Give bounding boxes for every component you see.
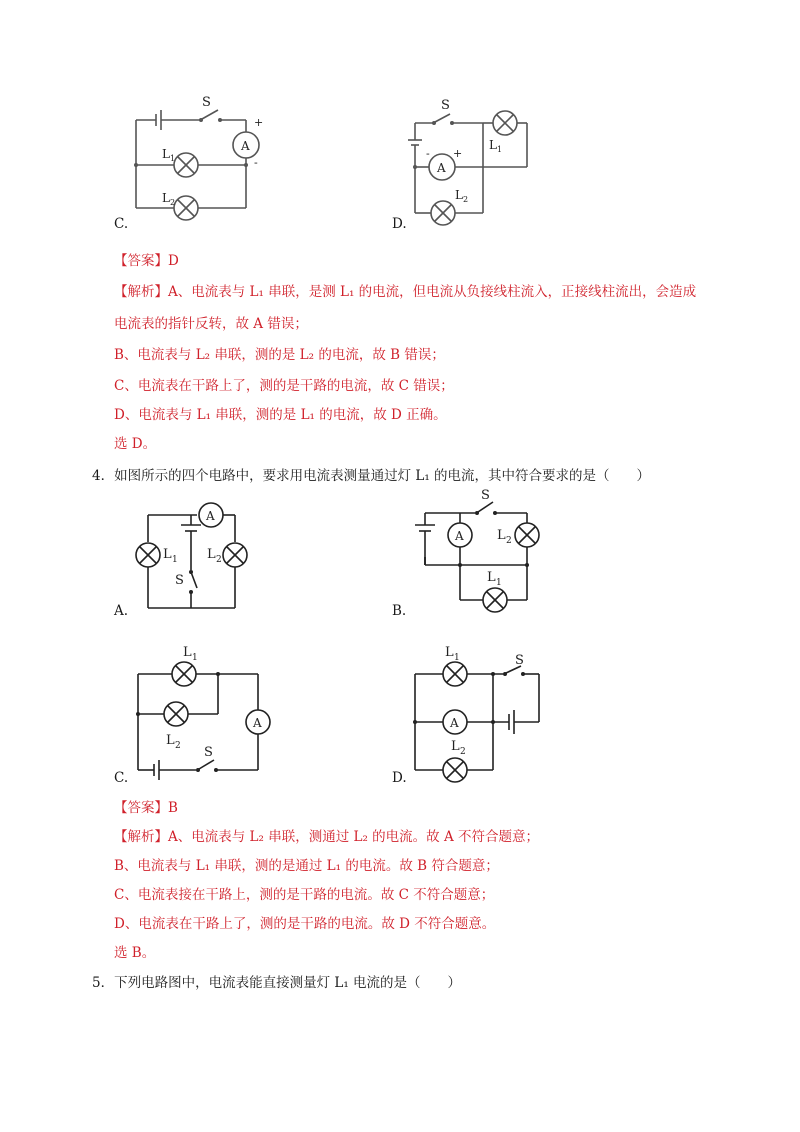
svg-text:2: 2 (175, 741, 181, 751)
circuit-diagram-q3-d (405, 95, 545, 230)
svg-text:1: 1 (497, 145, 503, 154)
circuit-diagram-q4-d (405, 640, 550, 780)
q4-analysis-line-5: 选 B。 (114, 945, 156, 961)
q3-analysis-line-6: 选 D。 (114, 436, 157, 452)
circuit-diagram-q4-b (405, 485, 550, 615)
ammeter-label: A (241, 139, 250, 153)
svg-text:1: 1 (496, 578, 502, 588)
q3-analysis-line-2: 电流表的指针反转，故 A 错误； (114, 316, 308, 332)
q4-analysis-line-2: B、电流表与 L₁ 串联，测的是通过 L₁ 的电流。故 B 符合题意； (114, 858, 499, 874)
circuit-diagram-q4-c (128, 640, 273, 780)
svg-text:2: 2 (216, 555, 222, 565)
svg-text:1: 1 (172, 555, 178, 565)
q4-option-letter-b: B. (392, 603, 407, 619)
svg-text:A: A (437, 161, 446, 175)
svg-text:1: 1 (192, 653, 198, 663)
q4-option-letter-c: C. (114, 770, 129, 786)
svg-text:S: S (204, 745, 213, 760)
svg-text:S: S (481, 488, 490, 503)
svg-text:L: L (166, 733, 175, 748)
svg-text:-: - (254, 156, 258, 169)
q4-analysis-line-4: D、电流表在干路上了，测的是干路的电流。故 D 不符合题意。 (114, 916, 496, 932)
svg-text:A: A (253, 716, 262, 730)
q3-analysis-line-3: B、电流表与 L₂ 串联，测的是 L₂ 的电流，故 B 错误； (114, 347, 445, 363)
svg-text:-: - (426, 147, 430, 160)
circuit-diagram-q3-c (128, 90, 278, 220)
q3-analysis-line-5: D、电流表与 L₁ 串联，测的是 L₁ 的电流，故 D 正确。 (114, 407, 447, 423)
q3-analysis-line-4: C、电流表在干路上了，测的是干路的电流，故 C 错误； (114, 378, 454, 394)
q3-answer: 【答案】D (114, 253, 179, 269)
svg-text:L: L (162, 147, 170, 161)
option-letter-d: D. (392, 216, 407, 232)
q4-analysis-line-1: 【解析】A、电流表与 L₂ 串联，测通过 L₂ 的电流。故 A 不符合题意； (114, 829, 539, 845)
svg-text:L: L (183, 645, 192, 660)
svg-text:S: S (441, 98, 450, 113)
svg-text:L: L (489, 138, 497, 152)
q5-question: 5．下列电路图中，电流表能直接测量灯 L₁ 电流的是（ ） (92, 975, 462, 991)
svg-text:L: L (163, 547, 172, 562)
svg-text:L: L (487, 570, 496, 585)
svg-text:A: A (455, 529, 464, 543)
q3-analysis-line-1: 【解析】A、电流表与 L₁ 串联，是测 L₁ 的电流，但电流从负接线柱流入，正接线柱流出，会造成 (114, 284, 697, 300)
switch-label: S (202, 95, 211, 110)
svg-text:1: 1 (454, 653, 460, 663)
q4-option-letter-a: A. (114, 603, 129, 619)
q4-option-letter-d: D. (392, 770, 407, 786)
svg-text:2: 2 (170, 198, 176, 207)
svg-text:S: S (175, 573, 184, 588)
svg-text:+: + (254, 116, 264, 129)
svg-text:A: A (206, 509, 215, 523)
q4-analysis-line-3: C、电流表接在干路上，测的是干路的电流。故 C 不符合题意； (114, 887, 495, 903)
q4-question: 4．如图所示的四个电路中，要求用电流表测量通过灯 L₁ 的电流，其中符合要求的是（ ） (92, 468, 651, 484)
option-letter-c: C. (114, 216, 129, 232)
svg-text:2: 2 (460, 747, 466, 757)
q4-answer: 【答案】B (114, 800, 178, 816)
svg-text:L: L (207, 547, 216, 562)
svg-text:2: 2 (463, 195, 469, 204)
svg-text:S: S (515, 653, 524, 668)
svg-text:A: A (450, 716, 459, 730)
svg-text:1: 1 (170, 154, 176, 163)
svg-text:L: L (445, 645, 454, 660)
svg-text:L: L (162, 191, 170, 205)
svg-text:+: + (453, 147, 463, 160)
circuit-diagram-q4-a (133, 500, 253, 615)
svg-text:L: L (455, 188, 463, 202)
svg-text:L: L (451, 739, 460, 754)
svg-text:L: L (497, 528, 506, 543)
svg-text:2: 2 (506, 536, 512, 546)
